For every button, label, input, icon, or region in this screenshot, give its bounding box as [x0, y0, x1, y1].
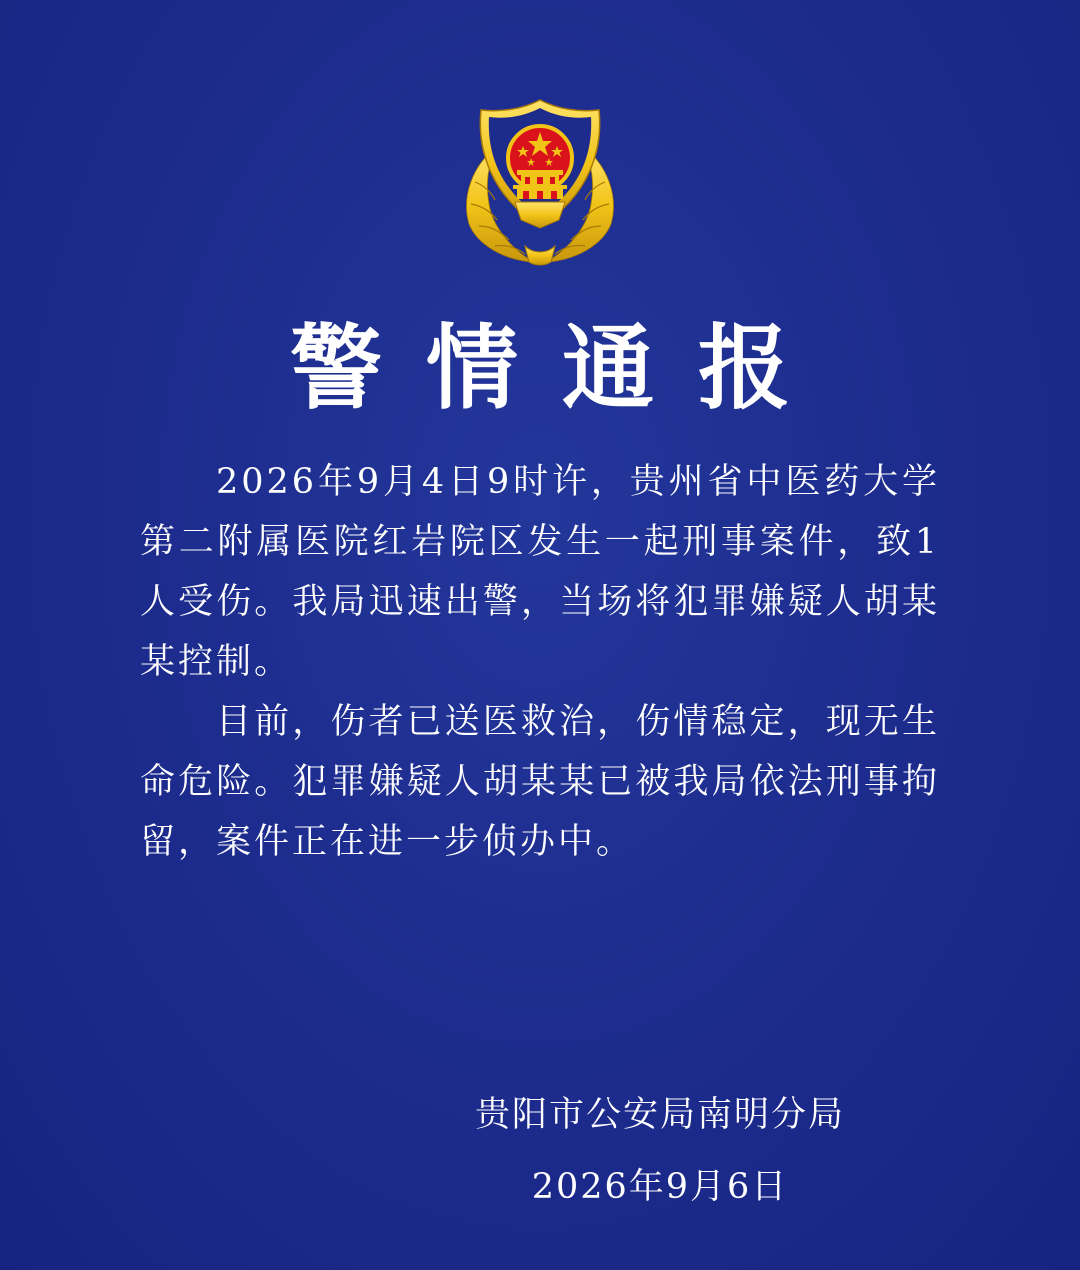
notice-body — [140, 452, 940, 872]
notice-paragraph: 目前，伤者已送医救治，伤情稳定，现无生命危险。犯罪嫌疑人胡某某已被我局依法刑事拘留，案件正在进一步侦办中。 — [140, 702, 940, 862]
notice-title: 警情通报 — [289, 314, 834, 422]
issue-date: 2026年9月6日 — [531, 1167, 789, 1207]
issuer-name: 贵阳市公安局南明分局 — [474, 1095, 845, 1135]
notice-paragraph: 2026年9月4日9时许，贵州省中医药大学第二附属医院红岩院区发生一起刑事案件，致1人受伤。我局迅速出警，当场将犯罪嫌疑人胡某某控制。 — [140, 462, 940, 682]
police-badge-icon — [455, 96, 625, 268]
